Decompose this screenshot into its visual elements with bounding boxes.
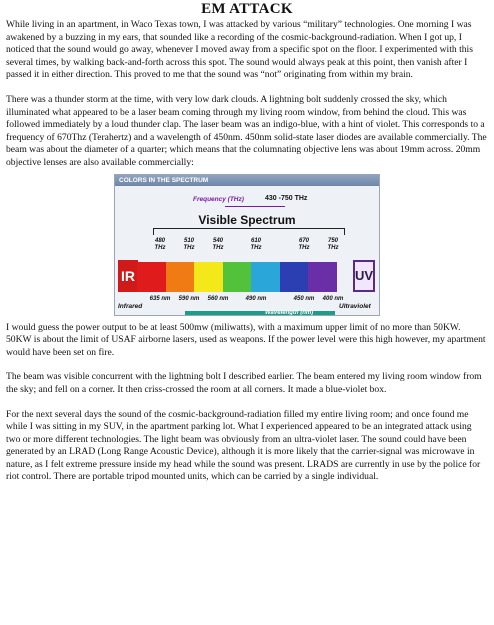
- nm-label: 450 nm: [293, 295, 315, 302]
- spectrum-band-segment: [280, 262, 309, 292]
- thz-label: 540 THz: [212, 237, 224, 251]
- uv-block: UV: [353, 260, 375, 292]
- paragraph-3: I would guess the power output to be at least 500mw (miliwatts), with a maximum upper limit of no more than 50KW. 50KW is about the limit of USAF airborne lasers, used as weapons. If the power level were this high however, my apartment would have been set on fire.: [6, 321, 486, 358]
- wavelength-label: Wavelength (nm): [265, 309, 314, 316]
- paragraph-5: For the next several days the sound of the cosmic-background-radiation filled my entire living room; and once found me while I was sitting in my SUV, in the apartment parking lot. What I experienced appeared to be an integrated attack using two or more different technologies. The light beam was obviously from an ultra-violet laser. The sound could have been generated by an LRAD (Long Range Acoustic Device), although it is more likely that the carrier-signal was microwave in nature, as I felt extreme pressure inside my head while the sound was present. LRADS are currently in use by the police for riot control. There are portable tripod mounted units, which can be carried by a single individual.: [6, 408, 481, 483]
- ultraviolet-label: Ultraviolet: [339, 302, 371, 310]
- thz-label: 750 THz: [327, 237, 339, 251]
- ir-block: IR: [118, 260, 138, 292]
- nm-label: 560 nm: [207, 295, 229, 302]
- paragraph-4: The beam was visible concurrent with the lightning bolt I described earlier. The beam entered my living room window from the sky; and fell on a corner. It then criss-crossed the room at all corners. It made a blue-violet box.: [6, 371, 482, 395]
- spectrum-figure: [114, 174, 380, 316]
- frequency-arrow: [225, 206, 285, 207]
- spectrum-band-segment: [223, 262, 252, 292]
- spectrum-band-segment: [137, 262, 166, 292]
- nm-label: 635 nm: [149, 295, 171, 302]
- spectrum-band-segment: [251, 262, 280, 292]
- spectrum-band-segment: [166, 262, 195, 292]
- nm-label: 400 nm: [322, 295, 344, 302]
- figure-header: COLORS IN THE SPECTRUM: [115, 175, 379, 186]
- spectrum-band-segment: [308, 262, 337, 292]
- spectrum-bracket: [153, 228, 345, 235]
- thz-label: 670 THz: [298, 237, 310, 251]
- spectrum-band-segment: [194, 262, 223, 292]
- paragraph-1: While living in an apartment, in Waco Texas town, I was attacked by various “military” technologies. One morning I was awakened by a buzzing in my ears, that sounded like a recording of the cosmic-background-radiation. When I got up, I noticed that the sound would go away, whenever I moved away from a specific spot on the floor. I experimented with this several times, by walking back-and-forth across this spot. The sound would always peak at this point, then vanish after I passed it in either direction. This proved to me that the sound was “not” originating from within my brain.: [6, 19, 473, 81]
- nm-label: 590 nm: [178, 295, 200, 302]
- page-title: EM ATTACK: [201, 1, 293, 17]
- frequency-range: 430 -750 THz: [265, 194, 308, 202]
- nm-label: 490 nm: [245, 295, 267, 302]
- thz-label: 510 THz: [183, 237, 195, 251]
- frequency-label: Frequency (THz): [193, 195, 244, 203]
- figure-body: [115, 186, 379, 316]
- paragraph-2: There was a thunder storm at the time, with very low dark clouds. A lightning bolt suddenly crossed the sky, which illuminated what appeared to be a laser beam coming through my living room window, from behind the cloud. This was followed immediately by a loud thunder clap. The laser beam was an indigo-blue, with a hint of violet. This corresponds to a frequency of 670Thz (Terahertz) and a wavelength of 450nm. 450nm solid-state laser diodes are available commercially. The beam was about the diameter of a quarter; which means that the columnating objective lens was about 19mm across. 20mm objective lenses are also available commercially:: [6, 93, 487, 168]
- spectrum-band: [137, 262, 337, 292]
- thz-label: 480 THz: [154, 237, 166, 251]
- thz-label: 610 THz: [250, 237, 262, 251]
- infrared-label: Infrared: [118, 302, 143, 310]
- spectrum-title: Visible Spectrum: [198, 212, 296, 227]
